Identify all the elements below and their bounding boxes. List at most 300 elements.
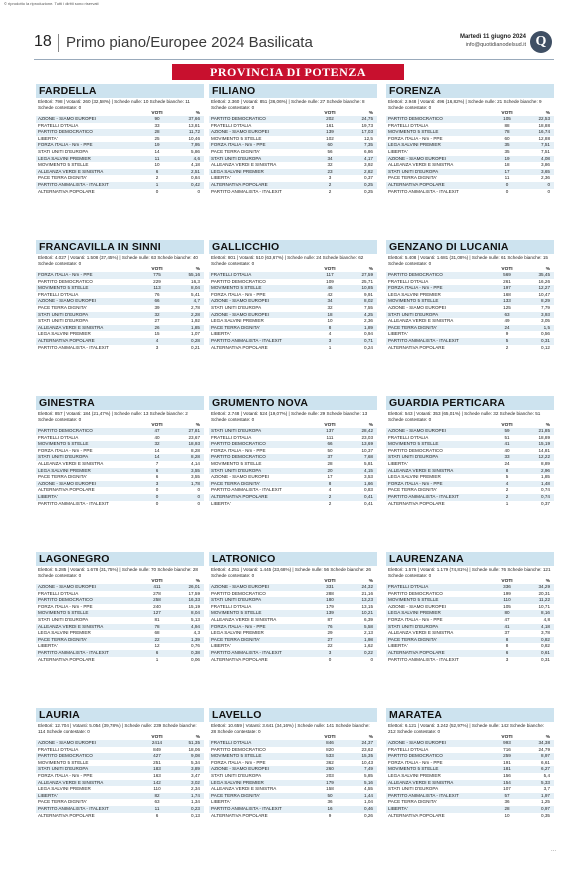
table-row: [386, 740, 554, 747]
party-votes: 3: [155, 480, 159, 486]
party-name: LEGA SALVINI PREMIER: [388, 772, 441, 778]
party-name: ALTERNATIVA POPOLARE: [211, 812, 268, 818]
party-name: ALLEANZA VERDI E SINISTRA: [38, 324, 104, 330]
party-percent: 0,94: [364, 331, 373, 337]
party-name: FORZA ITALIA - Nm - PPE: [211, 447, 266, 453]
party-name: FRATELLI D'ITALIA: [211, 434, 252, 440]
party-votes: 6: [155, 474, 159, 480]
party-percent: 3,05: [541, 318, 550, 324]
municipality-name: LAURENZANA: [386, 552, 554, 566]
party-name: ALLEANZA VERDI E SINISTRA: [388, 630, 454, 636]
party-percent: 6,61: [541, 759, 550, 765]
party-votes: 37: [327, 454, 333, 460]
party-name: FRATELLI D'ITALIA: [38, 122, 79, 128]
party-name: AZIONE - SIAMO EUROPEI: [211, 766, 269, 772]
party-name: AZIONE - SIAMO EUROPEI: [388, 740, 446, 745]
party-votes: 24: [504, 460, 510, 466]
party-votes: 26: [154, 324, 160, 330]
table-row: [209, 318, 377, 325]
party-name: FORZA ITALIA - Nm - PPE: [211, 142, 266, 148]
municipality-name: FILIANO: [209, 84, 377, 98]
party-name: PACE TERRA DIGNITA': [211, 636, 261, 642]
party-percent: 0,41: [364, 493, 373, 499]
party-name: ALLEANZA VERDI E SINISTRA: [388, 162, 454, 168]
table-row: [386, 435, 554, 442]
party-votes: 33: [154, 122, 160, 128]
party-votes: 107: [503, 786, 511, 792]
party-votes: 202: [326, 116, 334, 121]
table-row: [209, 338, 377, 345]
party-name: STATI UNITI D'EUROPA: [388, 623, 439, 629]
party-name: PARTITO ANIMALISTA - ITALEXIT: [38, 649, 109, 655]
table-row: [386, 136, 554, 143]
party-percent: 0,21: [191, 344, 200, 350]
municipality-panel: [36, 708, 204, 819]
table-row: [36, 441, 204, 448]
table-row: [36, 156, 204, 163]
party-percent: 0,82: [541, 643, 550, 649]
votes-column-header: VOTI: [501, 579, 513, 584]
percent-column-header: %: [545, 735, 550, 740]
table-row: [209, 780, 377, 787]
party-votes: 68: [154, 630, 160, 636]
party-name: LIBERTA': [211, 799, 231, 805]
party-votes: 50: [327, 792, 333, 798]
party-name: ALTERNATIVA POPOLARE: [38, 337, 95, 343]
party-percent: 23,62: [361, 746, 373, 752]
party-name: PARTITO ANIMALISTA - ITALEXIT: [211, 487, 282, 493]
percent-column-header: %: [545, 111, 550, 116]
municipality-panel: [386, 240, 554, 351]
party-votes: 5: [505, 337, 509, 343]
party-name: PARTITO DEMOCRATICO: [388, 753, 443, 759]
party-name: ALLEANZA VERDI E SINISTRA: [38, 779, 104, 785]
table-row: [209, 487, 377, 494]
page-number: 18: [34, 33, 52, 50]
party-percent: 3,55: [191, 474, 200, 480]
party-name: MOVIMENTO 5 STELLE: [211, 753, 262, 759]
party-percent: 24,37: [361, 740, 373, 745]
party-votes: 3: [328, 649, 332, 655]
party-percent: 4,7: [193, 298, 200, 304]
party-name: LEGA SALVINI PREMIER: [38, 155, 91, 161]
party-name: ALTERNATIVA POPOLARE: [211, 493, 268, 499]
party-name: FORZA ITALIA - Nm - PPE: [38, 272, 93, 277]
party-name: LEGA SALVINI PREMIER: [388, 610, 441, 616]
party-name: ALLEANZA VERDI E SINISTRA: [211, 786, 277, 792]
party-percent: 5,58: [364, 623, 373, 629]
party-percent: 0,71: [364, 337, 373, 343]
table-row: [209, 129, 377, 136]
party-votes: 14: [154, 447, 160, 453]
party-votes: 87: [327, 616, 333, 622]
party-percent: 18,89: [538, 434, 550, 440]
table-row: [209, 740, 377, 747]
party-percent: 17,59: [188, 590, 200, 596]
page-header: [34, 30, 554, 60]
party-votes: 6: [155, 168, 159, 174]
party-percent: 7,95: [191, 142, 200, 148]
party-name: PACE TERRA DIGNITA': [38, 636, 88, 642]
party-votes: 180: [326, 597, 334, 603]
party-name: AZIONE - SIAMO EUROPEI: [211, 474, 269, 480]
party-votes: 2: [328, 181, 332, 187]
party-votes: 66: [154, 298, 160, 304]
party-percent: 3,93: [541, 311, 550, 317]
table-row: [386, 189, 554, 196]
table-row: [209, 454, 377, 461]
table-row: [36, 793, 204, 800]
party-votes: 849: [153, 746, 161, 752]
votes-column-header: VOTI: [501, 423, 513, 428]
municipality-name: LAGONEGRO: [36, 552, 204, 566]
party-votes: 50: [327, 447, 333, 453]
party-percent: 0,13: [191, 812, 200, 818]
table-row: [209, 189, 377, 196]
party-name: LEGA SALVINI PREMIER: [38, 630, 91, 636]
party-votes: 17: [504, 168, 510, 174]
table-row: [36, 468, 204, 475]
party-percent: 9,08: [191, 753, 200, 759]
party-name: PARTITO DEMOCRATICO: [211, 441, 266, 447]
municipality-name: MARATEA: [386, 708, 554, 722]
party-name: PARTITO ANIMALISTA - ITALEXIT: [211, 805, 282, 811]
party-votes: 18: [327, 311, 333, 317]
party-percent: 2,34: [191, 786, 200, 792]
party-name: FRATELLI D'ITALIA: [38, 590, 79, 596]
party-votes: 11: [504, 175, 510, 181]
party-percent: 3,86: [541, 162, 550, 168]
table-row: [36, 285, 204, 292]
party-name: PACE TERRA DIGNITA': [388, 175, 438, 181]
party-percent: 6,27: [541, 766, 550, 772]
party-name: PARTITO ANIMALISTA - ITALEXIT: [38, 344, 109, 350]
party-name: PACE TERRA DIGNITA': [38, 304, 88, 310]
table-row: [36, 657, 204, 664]
party-percent: 8,28: [191, 454, 200, 460]
party-name: PACE TERRA DIGNITA': [388, 799, 438, 805]
party-percent: 17,03: [361, 129, 373, 135]
results-table: [36, 272, 204, 351]
party-percent: 4,94: [191, 623, 200, 629]
percent-column-header: %: [545, 579, 550, 584]
results-table: [36, 584, 204, 663]
party-percent: 16,3: [191, 278, 200, 284]
party-votes: 251: [153, 759, 161, 765]
table-row: [386, 786, 554, 793]
party-percent: 8,02: [364, 298, 373, 304]
party-votes: 7: [155, 460, 159, 466]
party-votes: 20: [327, 467, 333, 473]
party-percent: 10,71: [538, 603, 550, 609]
party-name: STATI UNITI D'EUROPA: [211, 155, 262, 161]
party-votes: 2: [155, 175, 159, 181]
party-percent: 13,81: [188, 122, 200, 128]
results-table: [386, 584, 554, 663]
table-row: [386, 624, 554, 631]
table-row: [209, 760, 377, 767]
party-votes: 1: [155, 181, 159, 187]
table-row: [36, 305, 204, 312]
party-percent: 0: [547, 181, 550, 187]
table-row: [209, 610, 377, 617]
table-row: [386, 312, 554, 319]
party-votes: 820: [326, 746, 334, 752]
party-votes: 2: [505, 344, 509, 350]
party-name: MOVIMENTO 5 STELLE: [38, 610, 89, 616]
party-name: FORZA ITALIA - Nm - PPE: [388, 285, 443, 291]
party-votes: 278: [153, 590, 161, 596]
results-table: [209, 584, 377, 663]
province-banner: PROVINCIA DI POTENZA: [172, 64, 404, 80]
table-row: [36, 318, 204, 325]
party-name: FRATELLI D'ITALIA: [38, 746, 79, 752]
party-percent: 12,27: [538, 285, 550, 291]
party-votes: 90: [154, 116, 160, 121]
section-title: Primo piano/Europee 2024 Basilicata: [66, 34, 313, 51]
party-votes: 10: [154, 162, 160, 168]
party-votes: 2414: [151, 740, 163, 745]
party-votes: 4: [328, 487, 332, 493]
table-row: [386, 285, 554, 292]
party-percent: 4,14: [191, 460, 200, 466]
party-name: LEGA SALVINI PREMIER: [38, 786, 91, 792]
results-table: [36, 428, 204, 507]
party-name: MOVIMENTO 5 STELLE: [211, 610, 262, 616]
party-votes: 51: [504, 434, 510, 440]
table-row: [209, 813, 377, 820]
table-row: [36, 448, 204, 455]
table-row: [209, 149, 377, 156]
table-row: [36, 780, 204, 787]
table-row: [386, 630, 554, 637]
party-percent: 0: [197, 487, 200, 493]
party-name: AZIONE - SIAMO EUROPEI: [388, 428, 446, 433]
table-row: [386, 760, 554, 767]
table-row: [36, 325, 204, 332]
party-name: FORZA ITALIA - Nm - PPE: [388, 616, 443, 622]
party-name: MOVIMENTO 5 STELLE: [211, 460, 262, 466]
municipality-name: LATRONICO: [209, 552, 377, 566]
percent-column-header: %: [368, 267, 373, 272]
party-votes: 22: [327, 643, 333, 649]
party-percent: 2,36: [541, 175, 550, 181]
table-row: [209, 799, 377, 806]
party-name: AZIONE - SIAMO EUROPEI: [388, 603, 446, 609]
table-row: [386, 793, 554, 800]
party-percent: 1,78: [191, 480, 200, 486]
party-name: FORZA ITALIA - Nm - PPE: [388, 135, 443, 141]
party-name: PARTITO ANIMALISTA - ITALEXIT: [38, 181, 109, 187]
table-row: [36, 182, 204, 189]
table-row: [386, 806, 554, 813]
votes-column-header: VOTI: [501, 735, 513, 740]
party-votes: 59: [504, 428, 510, 433]
party-percent: 0,84: [191, 175, 200, 181]
table-row: [209, 331, 377, 338]
party-percent: 2,82: [364, 168, 373, 174]
party-name: ALLEANZA VERDI E SINISTRA: [38, 623, 104, 629]
table-row: [36, 474, 204, 481]
party-percent: 8,29: [541, 298, 550, 304]
party-votes: 2: [328, 188, 332, 194]
table-row: [386, 162, 554, 169]
table-row: [36, 142, 204, 149]
table-row: [386, 766, 554, 773]
party-percent: 9,91: [364, 291, 373, 297]
table-row: [36, 345, 204, 352]
party-votes: 113: [153, 285, 161, 291]
table-row: [36, 813, 204, 820]
table-row: [36, 591, 204, 598]
party-percent: 12,22: [538, 454, 550, 460]
party-votes: 199: [503, 590, 511, 596]
table-row: [36, 617, 204, 624]
table-row: [386, 448, 554, 455]
party-votes: 3: [505, 656, 509, 662]
party-percent: 5,86: [191, 148, 200, 154]
table-row: [386, 461, 554, 468]
party-name: MOVIMENTO 5 STELLE: [211, 135, 262, 141]
party-percent: 19,73: [361, 122, 373, 128]
turnout-info: Elettori: 12.704 | Votanti: 5.054 (39,78%) | Schede nulle: 239 Schede bianche: 114 Schede contestate: 0: [38, 723, 197, 734]
party-percent: 4,8: [543, 616, 550, 622]
party-name: PARTITO ANIMALISTA - ITALEXIT: [388, 188, 459, 194]
party-name: PACE TERRA DIGNITA': [211, 148, 261, 154]
party-percent: 7,35: [364, 142, 373, 148]
party-name: LIBERTA': [211, 331, 231, 337]
party-votes: 111: [326, 434, 334, 440]
table-row: [209, 468, 377, 475]
party-percent: 12,5: [364, 135, 373, 141]
table-row: [386, 650, 554, 657]
party-votes: 63: [154, 799, 160, 805]
party-percent: 8,89: [541, 460, 550, 466]
table-row: [386, 494, 554, 501]
table-row: [386, 345, 554, 352]
votes-column-header: VOTI: [151, 111, 163, 116]
party-percent: 0,82: [541, 636, 550, 642]
votes-column-header: VOTI: [151, 267, 163, 272]
party-percent: 5,16: [364, 779, 373, 785]
party-name: PACE TERRA DIGNITA': [38, 175, 88, 181]
party-votes: 168: [503, 291, 511, 297]
table-row: [209, 285, 377, 292]
party-votes: 27: [154, 318, 160, 324]
party-percent: 18,93: [188, 441, 200, 447]
municipality-panel: [209, 552, 377, 663]
table-row: [36, 454, 204, 461]
table-row: [36, 799, 204, 806]
party-percent: 13,15: [361, 603, 373, 609]
party-percent: 1,5: [543, 324, 550, 330]
table-row: [209, 806, 377, 813]
party-name: LIBERTA': [211, 643, 231, 649]
party-percent: 1,89: [364, 324, 373, 330]
party-percent: 1,74: [191, 792, 200, 798]
table-row: [209, 182, 377, 189]
party-name: FORZA ITALIA - Nm - PPE: [211, 759, 266, 765]
party-name: ALLEANZA VERDI E SINISTRA: [38, 168, 104, 174]
table-row: [36, 189, 204, 196]
turnout-info: Elettori: 1.576 | Votanti: 1.179 (74,81%) | Schede nulle: 76 Schede bianche: 121 Schede contestate: 0: [388, 567, 551, 578]
party-name: PACE TERRA DIGNITA': [211, 324, 261, 330]
percent-column-header: %: [195, 579, 200, 584]
table-row: [36, 773, 204, 780]
party-votes: 78: [154, 623, 160, 629]
party-name: PARTITO DEMOCRATICO: [211, 746, 266, 752]
table-row: [36, 279, 204, 286]
party-percent: 16,26: [538, 278, 550, 284]
party-name: FRATELLI D'ITALIA: [211, 740, 252, 745]
party-votes: 22: [154, 636, 160, 642]
results-table: [36, 116, 204, 195]
table-row: [386, 780, 554, 787]
party-name: LIBERTA': [38, 135, 58, 141]
party-name: MOVIMENTO 5 STELLE: [38, 441, 89, 447]
table-row: [386, 298, 554, 305]
table-row: [386, 318, 554, 325]
party-percent: 3,7: [543, 786, 550, 792]
party-votes: 33: [504, 454, 510, 460]
party-votes: 47: [504, 616, 510, 622]
table-row: [36, 338, 204, 345]
party-name: PARTITO DEMOCRATICO: [211, 278, 266, 284]
party-name: PARTITO DEMOCRATICO: [211, 590, 266, 596]
table-row: [209, 643, 377, 650]
table-row: [36, 123, 204, 130]
party-percent: 7,49: [364, 766, 373, 772]
party-name: ALLEANZA VERDI E SINISTRA: [211, 616, 277, 622]
turnout-info: Elettori: 6.121 | Votanti: 3.242 (52,97%) | Schede nulle: 142 Schede bianche: 212 Schede contestate: 0: [388, 723, 545, 734]
party-name: AZIONE - SIAMO EUROPEI: [38, 298, 96, 304]
party-percent: 7,79: [541, 304, 550, 310]
party-votes: 8: [328, 324, 332, 330]
table-row: [209, 441, 377, 448]
table-row: [209, 786, 377, 793]
table-row: [36, 747, 204, 754]
party-percent: 1,34: [191, 799, 200, 805]
results-table: [386, 428, 554, 507]
table-row: [386, 813, 554, 820]
party-name: FRATELLI D'ITALIA: [38, 291, 79, 297]
table-row: [36, 740, 204, 747]
party-votes: 19: [154, 142, 160, 148]
table-row: [386, 481, 554, 488]
table-row: [36, 461, 204, 468]
party-name: PARTITO DEMOCRATICO: [38, 278, 93, 284]
party-votes: 57: [504, 792, 510, 798]
party-percent: 0,41: [364, 500, 373, 506]
party-percent: 0,25: [364, 181, 373, 187]
party-percent: 5,13: [191, 616, 200, 622]
party-name: LEGA SALVINI PREMIER: [388, 291, 441, 297]
table-row: [386, 428, 554, 435]
party-name: PARTITO ANIMALISTA - ITALEXIT: [211, 188, 282, 194]
party-name: MOVIMENTO 5 STELLE: [38, 285, 89, 291]
municipality-panel: [36, 552, 204, 663]
percent-column-header: %: [545, 423, 550, 428]
party-percent: 1,07: [191, 331, 200, 337]
municipality-name: GUARDIA PERTICARA: [386, 396, 554, 410]
table-row: [209, 325, 377, 332]
party-percent: 1,39: [191, 636, 200, 642]
party-percent: 14,81: [538, 447, 550, 453]
party-percent: 13,69: [361, 441, 373, 447]
table-row: [36, 129, 204, 136]
party-percent: 3,02: [191, 779, 200, 785]
party-votes: 127: [153, 610, 161, 616]
